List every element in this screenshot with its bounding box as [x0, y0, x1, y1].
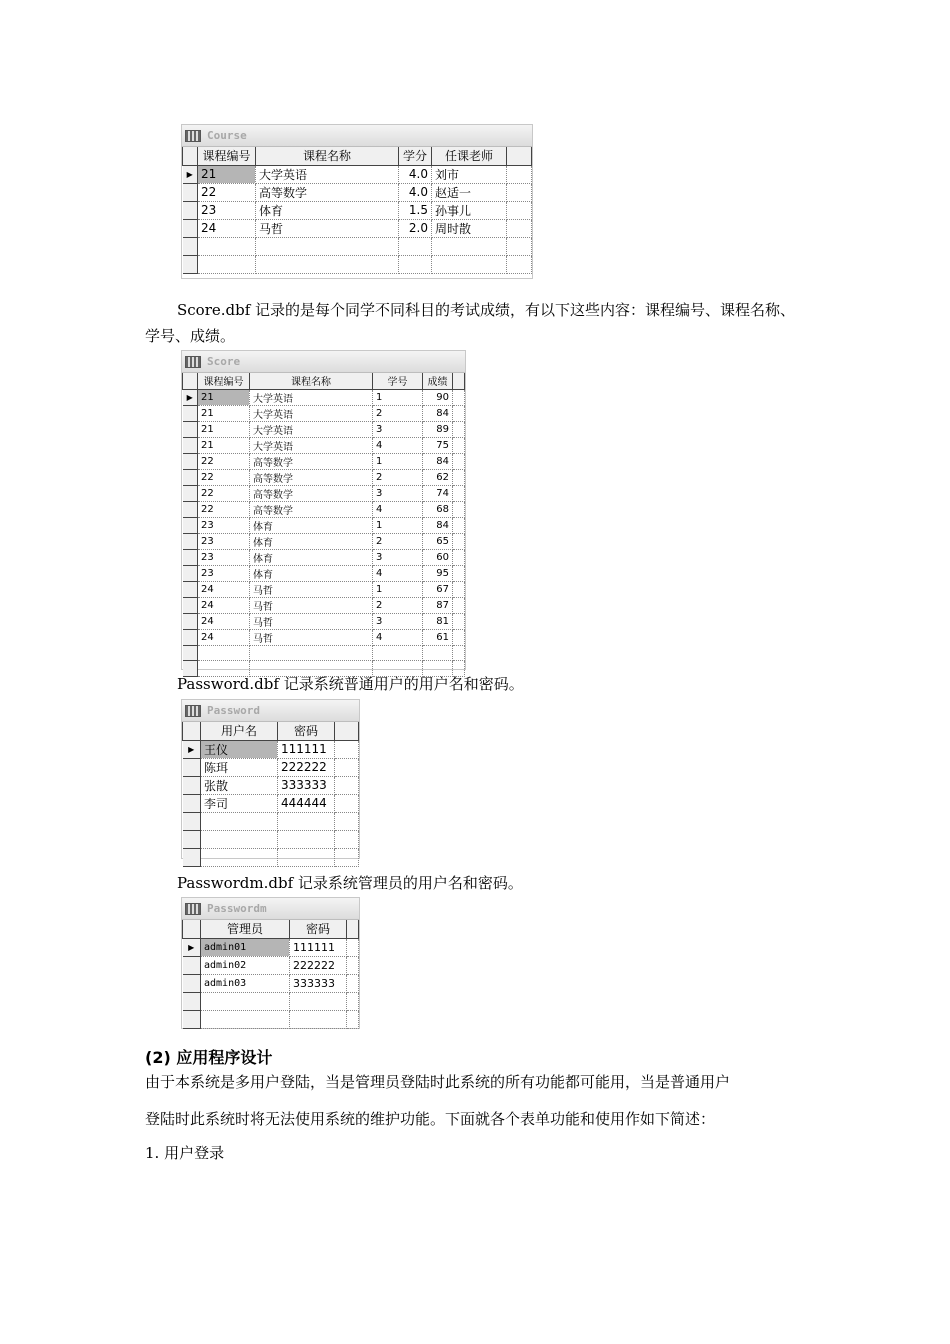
section-line-1: 由于本系统是多用户登陆，当是管理员登陆时此系统的所有功能都可能用，当是普通用户: [145, 1073, 731, 1091]
table-cell[interactable]: 22: [198, 485, 250, 501]
row-selector-header: [183, 147, 198, 165]
table-cell[interactable]: 23: [198, 549, 250, 565]
empty-row: [183, 992, 359, 1010]
table-cell[interactable]: 90: [423, 389, 453, 405]
table-cell[interactable]: 65: [423, 533, 453, 549]
table-row[interactable]: [183, 565, 465, 581]
table-cell[interactable]: 2: [373, 597, 423, 613]
passwordm-title-bar: [182, 898, 359, 920]
empty-row: [183, 237, 532, 255]
password-table-window: [181, 699, 360, 859]
table-cell[interactable]: 王仪: [201, 740, 278, 758]
table-cell[interactable]: 2: [373, 533, 423, 549]
table-cell[interactable]: 24: [198, 629, 250, 645]
column-header[interactable]: 密码: [278, 722, 335, 740]
table-cell[interactable]: 体育: [250, 565, 373, 581]
score-title: Score: [207, 355, 241, 368]
table-cell[interactable]: 24: [198, 613, 250, 629]
table-cell[interactable]: 刘市: [432, 165, 507, 183]
table-cell[interactable]: 2.0: [399, 219, 432, 237]
table-row[interactable]: [183, 165, 532, 183]
table-cell[interactable]: 3: [373, 485, 423, 501]
table-cell[interactable]: 23: [198, 201, 256, 219]
table-cell[interactable]: 大学英语: [250, 405, 373, 421]
table-row[interactable]: [183, 453, 465, 469]
table-cell[interactable]: 21: [198, 405, 250, 421]
table-cell[interactable]: 23: [198, 517, 250, 533]
column-header[interactable]: 成绩: [423, 373, 453, 389]
table-cell[interactable]: 4.0: [399, 165, 432, 183]
column-header-empty: [453, 373, 465, 389]
table-cell[interactable]: 高等数学: [256, 183, 399, 201]
table-cell[interactable]: 4.0: [399, 183, 432, 201]
score-title-bar: [182, 351, 465, 373]
table-row[interactable]: [183, 183, 532, 201]
table-row[interactable]: [183, 629, 465, 645]
empty-row: [183, 830, 359, 848]
table-cell[interactable]: 74: [423, 485, 453, 501]
password-grid: [182, 722, 359, 867]
table-cell[interactable]: 李司: [201, 794, 278, 812]
passwordm-title: Passwordm: [207, 902, 267, 915]
table-cell[interactable]: 体育: [250, 517, 373, 533]
table-cell[interactable]: 4: [373, 437, 423, 453]
table-cell[interactable]: 马哲: [256, 219, 399, 237]
table-cell[interactable]: 84: [423, 405, 453, 421]
table-cell[interactable]: 75: [423, 437, 453, 453]
empty-row: [183, 255, 532, 273]
table-row[interactable]: [183, 597, 465, 613]
column-header[interactable]: 任课老师: [432, 147, 507, 165]
table-cell[interactable]: 马哲: [250, 613, 373, 629]
table-row[interactable]: [183, 740, 359, 758]
score-intro-paragraph: [145, 297, 810, 349]
table-cell[interactable]: 4: [373, 629, 423, 645]
table-cell[interactable]: 周时散: [432, 219, 507, 237]
row-selector-header: [183, 373, 198, 389]
column-header[interactable]: 学分: [399, 147, 432, 165]
current-row-pointer-icon: ▶: [183, 740, 201, 758]
score-intro-text: Score.dbf 记录的是每个同学不同科目的考试成绩，有以下这些内容：课程编号、课程名称、学号、成绩。: [145, 301, 796, 345]
column-header[interactable]: 密码: [290, 920, 347, 938]
table-cell[interactable]: 111111: [290, 938, 347, 956]
table-cell[interactable]: 84: [423, 453, 453, 469]
table-cell[interactable]: 60: [423, 549, 453, 565]
empty-row: [183, 848, 359, 866]
column-header[interactable]: 管理员: [201, 920, 290, 938]
column-header[interactable]: 课程名称: [250, 373, 373, 389]
table-row[interactable]: [183, 549, 465, 565]
passwordm-table-window: [181, 897, 360, 1029]
table-cell[interactable]: 高等数学: [250, 501, 373, 517]
table-cell[interactable]: 21: [198, 389, 250, 405]
table-row[interactable]: [183, 776, 359, 794]
table-cell[interactable]: admin01: [201, 938, 290, 956]
table-cell[interactable]: 高等数学: [250, 485, 373, 501]
column-header[interactable]: 用户名: [201, 722, 278, 740]
table-row[interactable]: [183, 421, 465, 437]
table-cell[interactable]: 81: [423, 613, 453, 629]
column-header[interactable]: 课程名称: [256, 147, 399, 165]
table-cell[interactable]: 24: [198, 219, 256, 237]
table-cell[interactable]: 1: [373, 453, 423, 469]
table-cell[interactable]: 21: [198, 165, 256, 183]
table-icon: [185, 705, 201, 717]
passwordm-intro-paragraph: [177, 870, 523, 896]
table-cell[interactable]: 24: [198, 597, 250, 613]
table-row[interactable]: [183, 956, 359, 974]
section-heading: (2) 应用程序设计: [145, 1048, 273, 1067]
table-cell[interactable]: 1: [373, 389, 423, 405]
table-cell[interactable]: 84: [423, 517, 453, 533]
column-header[interactable]: 课程编号: [198, 373, 250, 389]
table-row[interactable]: [183, 389, 465, 405]
table-cell[interactable]: 2: [373, 405, 423, 421]
table-cell[interactable]: 222222: [278, 758, 335, 776]
table-cell[interactable]: 95: [423, 565, 453, 581]
subsection-title: 1. 用户登录: [145, 1144, 225, 1162]
table-cell[interactable]: 22: [198, 501, 250, 517]
column-header[interactable]: 课程编号: [198, 147, 256, 165]
table-cell[interactable]: 3: [373, 613, 423, 629]
row-selector-header: [183, 920, 201, 938]
table-row[interactable]: [183, 581, 465, 597]
table-cell[interactable]: 61: [423, 629, 453, 645]
column-header-empty: [335, 722, 359, 740]
table-cell[interactable]: 22: [198, 453, 250, 469]
table-cell[interactable]: admin03: [201, 974, 290, 992]
current-row-pointer-icon: ▶: [183, 165, 198, 183]
table-row[interactable]: [183, 469, 465, 485]
table-row[interactable]: [183, 794, 359, 812]
table-cell[interactable]: 马哲: [250, 629, 373, 645]
course-grid: [182, 147, 532, 274]
table-row[interactable]: [183, 974, 359, 992]
table-cell[interactable]: 24: [198, 581, 250, 597]
table-cell[interactable]: 1.5: [399, 201, 432, 219]
table-cell[interactable]: 体育: [250, 533, 373, 549]
table-cell[interactable]: 张散: [201, 776, 278, 794]
table-row[interactable]: [183, 501, 465, 517]
score-table-window: [181, 350, 466, 670]
table-cell[interactable]: 111111: [278, 740, 335, 758]
empty-row: [183, 812, 359, 830]
table-cell[interactable]: 赵适一: [432, 183, 507, 201]
table-cell[interactable]: 68: [423, 501, 453, 517]
table-cell[interactable]: 21: [198, 437, 250, 453]
table-row[interactable]: [183, 533, 465, 549]
column-header-empty: [507, 147, 532, 165]
table-cell[interactable]: 2: [373, 469, 423, 485]
course-title: Course: [207, 129, 247, 142]
table-cell[interactable]: 高等数学: [250, 469, 373, 485]
section-line-2: 登陆时此系统时将无法使用系统的维护功能。下面就各个表单功能和使用作如下简述：: [145, 1110, 716, 1128]
table-cell[interactable]: 89: [423, 421, 453, 437]
table-cell[interactable]: 333333: [290, 974, 347, 992]
table-cell[interactable]: 1: [373, 581, 423, 597]
table-cell[interactable]: 21: [198, 421, 250, 437]
table-cell[interactable]: 高等数学: [250, 453, 373, 469]
passwordm-intro-text: Passwordm.dbf 记录系统管理员的用户名和密码。: [177, 874, 523, 892]
table-cell[interactable]: 马哲: [250, 597, 373, 613]
table-cell[interactable]: 大学英语: [256, 165, 399, 183]
table-cell[interactable]: 22: [198, 469, 250, 485]
table-cell[interactable]: admin02: [201, 956, 290, 974]
table-cell[interactable]: 体育: [250, 549, 373, 565]
table-cell[interactable]: 3: [373, 549, 423, 565]
table-cell[interactable]: 222222: [290, 956, 347, 974]
table-cell[interactable]: 4: [373, 501, 423, 517]
course-title-bar: [182, 125, 532, 147]
table-cell[interactable]: 4: [373, 565, 423, 581]
password-title: Password: [207, 704, 260, 717]
table-icon: [185, 130, 201, 142]
table-cell[interactable]: 体育: [256, 201, 399, 219]
current-row-pointer-icon: ▶: [183, 938, 201, 956]
table-row[interactable]: [183, 405, 465, 421]
table-icon: [185, 356, 201, 368]
table-row[interactable]: [183, 517, 465, 533]
table-row[interactable]: [183, 201, 532, 219]
table-cell[interactable]: 1: [373, 517, 423, 533]
table-cell[interactable]: 23: [198, 533, 250, 549]
table-row[interactable]: [183, 485, 465, 501]
empty-row: [183, 645, 465, 661]
current-row-pointer-icon: ▶: [183, 389, 198, 405]
table-cell[interactable]: 大学英语: [250, 389, 373, 405]
row-selector-header: [183, 722, 201, 740]
empty-row: [183, 1010, 359, 1028]
column-header[interactable]: 学号: [373, 373, 423, 389]
table-cell[interactable]: 大学英语: [250, 437, 373, 453]
table-cell[interactable]: 22: [198, 183, 256, 201]
course-table-window: [181, 124, 533, 279]
table-cell[interactable]: 3: [373, 421, 423, 437]
table-icon: [185, 903, 201, 915]
table-cell[interactable]: 23: [198, 565, 250, 581]
table-cell[interactable]: 444444: [278, 794, 335, 812]
password-title-bar: [182, 700, 359, 722]
table-cell[interactable]: 62: [423, 469, 453, 485]
score-grid: [182, 373, 465, 677]
password-intro-paragraph: [177, 671, 524, 697]
table-cell[interactable]: 大学英语: [250, 421, 373, 437]
password-intro-text: Password.dbf 记录系统普通用户的用户名和密码。: [177, 675, 524, 693]
table-row[interactable]: [183, 758, 359, 776]
passwordm-grid: [182, 920, 359, 1029]
table-row[interactable]: [183, 613, 465, 629]
table-cell[interactable]: 67: [423, 581, 453, 597]
table-cell[interactable]: 马哲: [250, 581, 373, 597]
table-cell[interactable]: 孙事儿: [432, 201, 507, 219]
table-cell[interactable]: 87: [423, 597, 453, 613]
table-cell[interactable]: 333333: [278, 776, 335, 794]
table-cell[interactable]: 陈珥: [201, 758, 278, 776]
table-row[interactable]: [183, 437, 465, 453]
column-header-empty: [347, 920, 359, 938]
table-row[interactable]: [183, 938, 359, 956]
table-row[interactable]: [183, 219, 532, 237]
